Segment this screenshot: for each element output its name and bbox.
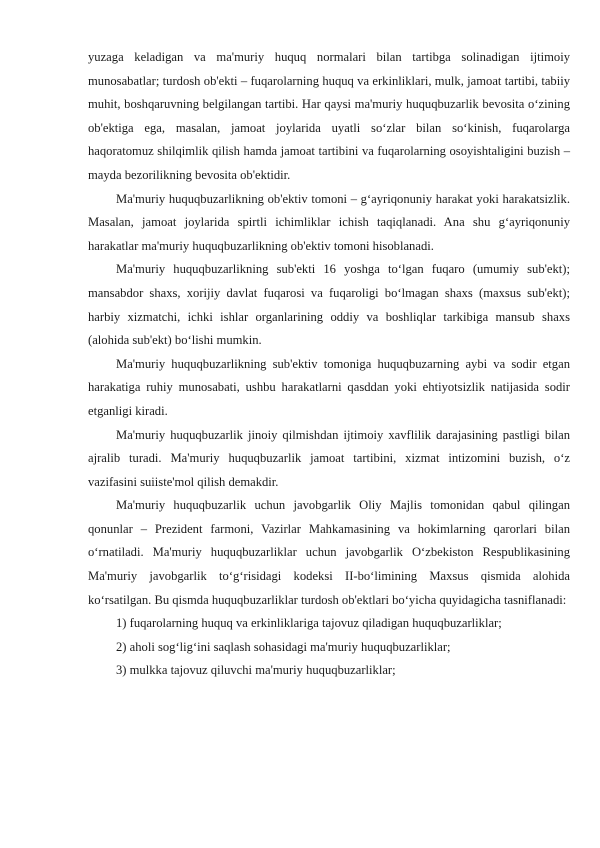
paragraph-objective-side: Ma'muriy huquqbuzarlikning ob'ektiv tomoni – g‘ayriqonuniy harakat yoki harakatsizlik. Masalan, jamoat joylarida spirtli ichimliklar ichish taqiqlanadi. Ana shu g‘ayriqonuniy harakatlar ma'muriy huquqbuzarlikning ob'ektiv tomoni hisoblanadi. [88, 191, 570, 253]
paragraph-subjective-side: Ma'muriy huquqbuzarlikning sub'ektiv tomoniga huquqbuzarning aybi va sodir etgan harakatiga ruhiy munosabati, ushbu harakatlarni qasddan yoki ehtiyotsizlik natijasida sodir etganligi kiradi. [88, 356, 570, 418]
paragraph-liability: Ma'muriy huquqbuzarlik uchun javobgarlik Oliy Majlis tomonidan qabul qilingan qonunlar – Prezident farmoni, Vazirlar Mahkamasining va hokimlarning qarorlari bilan o‘rnatiladi. Ma'muriy huquqbuzarliklar uchun javobgarlik O‘zbekiston Respublikasining Ma'muriy javobgarlik to‘g‘risidagi kodeksi II-bo‘limining Maxsus qismida alohida ko‘rsatilgan. Bu qismda huquqbuzarliklar turdosh ob'ektlari bo‘yicha quyidagicha tasniflanadi: [88, 498, 570, 607]
document-body [88, 46, 570, 683]
paragraph-distinction: Ma'muriy huquqbuzarlik jinoiy qilmishdan ijtimoiy xavflilik darajasining pastligi bilan ajralib turadi. Ma'muriy huquqbuzarlik jamoat tartibini, xizmat intizomini buzish, o‘z vazifasini suiiste'mol qilish demakdir. [88, 427, 570, 489]
list-item: 2) aholi sog‘lig‘ini saqlash sohasidagi ma'muriy huquqbuzarliklar; [116, 639, 451, 654]
list-item: 3) mulkka tajovuz qiluvchi ma'muriy huquqbuzarliklar; [116, 663, 396, 678]
paragraph-subject: Ma'muriy huquqbuzarlikning sub'ekti 16 yoshga to‘lgan fuqaro (umumiy sub'ekt); mansabdor shaxs, xorijiy davlat fuqarosi va fuqaroligi bo‘lmagan shaxs (maxsus sub'ekt); harbiy xizmatchi, ichki ishlar organlarining oddiy va boshliqlar tarkibiga mansub shaxs (alohida sub'ekt) bo‘lishi mumkin. [88, 262, 570, 348]
paragraph-continuation: yuzaga keladigan va ma'muriy huquq normalari bilan tartibga solinadigan ijtimoiy munosabatlar; turdosh ob'ekti – fuqarolarning huquq va erkinliklari, mulk, jamoat tartibi, tabiiy muhit, boshqaruvning belgilangan tartibi. Har qaysi ma'muriy huquqbuzarlik bevosita o‘zining ob'ektiga ega, masalan, jamoat joylarida uyatli so‘zlar bilan so‘kinish, fuqarolarga haqoratomuz shilqimlik qilish hamda jamoat tartibini va fuqarolarning osoyishtaligini buzish – mayda bezorilikning bevosita ob'ektidir. [88, 50, 570, 182]
classification-list [88, 612, 570, 683]
list-item: 1) fuqarolarning huquq va erkinliklariga tajovuz qiladigan huquqbuzarliklar; [116, 616, 502, 631]
